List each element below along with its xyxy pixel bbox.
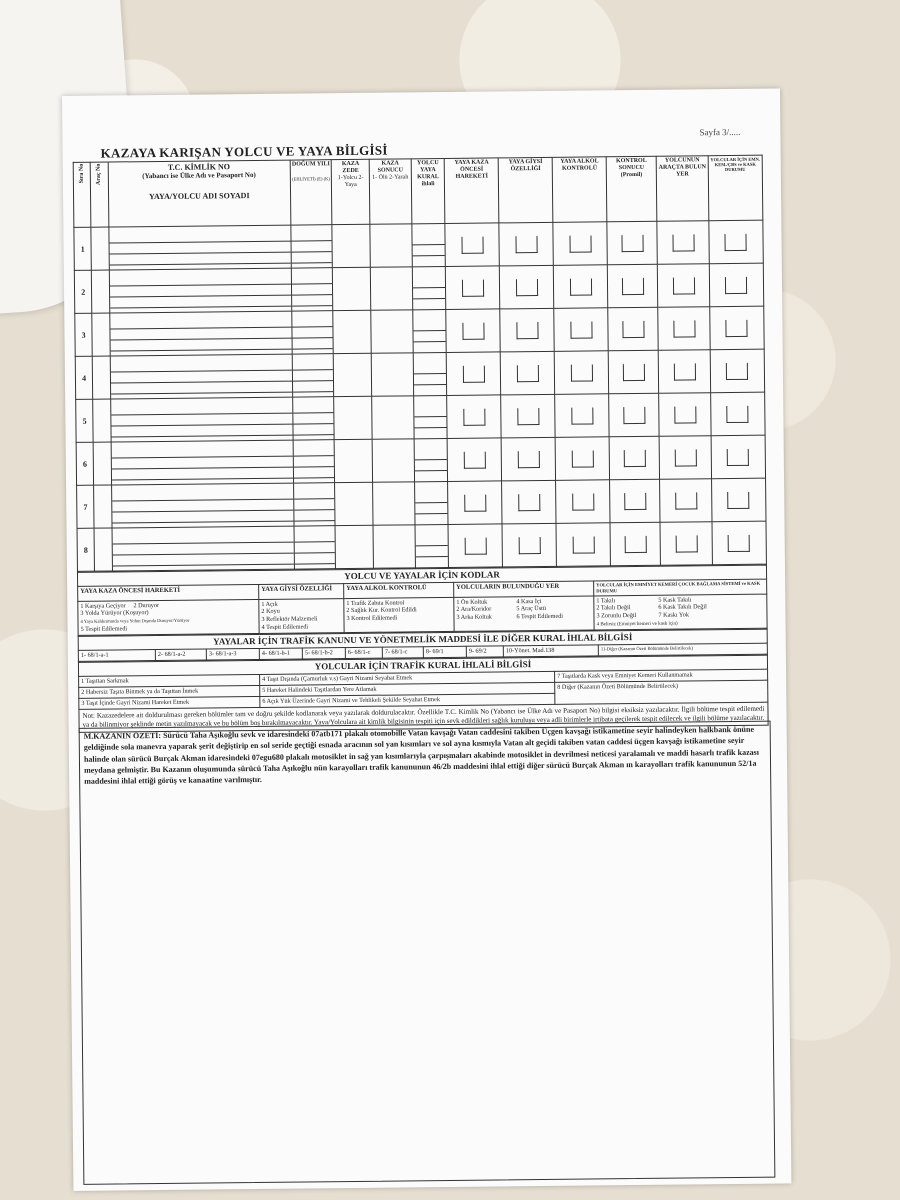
- codes-table: [77, 565, 768, 636]
- kazazede-cell[interactable]: [335, 439, 373, 482]
- arac-no-cell[interactable]: [92, 270, 110, 313]
- name-cell[interactable]: [111, 440, 294, 485]
- code-box-cell[interactable]: [447, 352, 501, 396]
- kaza-sonucu-cell[interactable]: [372, 396, 414, 439]
- code-box-cell[interactable]: [448, 524, 502, 568]
- form-body: [73, 155, 769, 733]
- kural-cell[interactable]: [413, 309, 447, 352]
- yolcu-ihlal-5: 5 Hareket Halindeki Taşıtlardan Yere Atlamak: [260, 683, 555, 697]
- arac-no-cell[interactable]: [94, 528, 112, 571]
- yolcu-ihlal-title: YOLCULAR İÇİN TRAFİK KURAL İHLALİ BİLGİSİ: [78, 655, 767, 676]
- table-row: [77, 521, 766, 571]
- kaza-sonucu-cell[interactable]: [372, 439, 414, 482]
- arac-no-cell[interactable]: [93, 356, 111, 399]
- col-arac-no: Araç No: [90, 162, 108, 227]
- emniyet-codes-header: YOLCULAR İÇİN EMNİYET KEMERİ ÇOCUK BAĞLAMA SİSTEMİ ve KASK DURUMU: [594, 579, 767, 595]
- row-number: 1: [74, 227, 92, 270]
- yaya-ihlal-2: 2- 68/1-a-2: [155, 649, 206, 660]
- dogum-cell[interactable]: [291, 225, 333, 268]
- row-number: 7: [77, 485, 95, 528]
- row-number: 5: [76, 399, 94, 442]
- col-kaza-sonucu: KAZA SONUCU 1- Ölü 2-Yaralı: [369, 159, 411, 224]
- yaya-ihlal-6: 6- 68/1-c: [345, 648, 382, 659]
- accident-summary: M.KAZANIN ÖZETİ: Sürücü Taha Aşıkoğlu sevk ve idaresindeki 07atb171 plakalı otomobille Vatan kavşağı Vatan caddesini takiben Üçgen kavşağı istikametine seyir halindeyken halkbank önüne geldiğinde sola manevra yaparak şerit değiştirip en sol seride geçtiği esnada aracının sol yan kısımları ve sol ayna kısmıyla Vatan alt geçidi takiben vatan caddesi üçgen kavşağı istikametine seyir halinde olan sürücü Burçak Akman idaresindeki 07egu680 plakalı motosiklet in sağ yan kısımlarıyla çarpışmaları akabinde motosiklet in devrilmesi neticesi yaralamalı ve maddi hasarlı trafik kazası meydana gelmiştir. Bu Kazanın oluşumunda sürücü Taha Aşıkoğlu nün karayolları trafik kanununun 46/2b maddesini ihlal ettiği diğer sürücü Burçak Akman ın karayolları trafik kanununun 52/1a maddesini ihlal ettiği görüş ve kanaatine varılmıştır.: [83, 724, 759, 787]
- yaya-ihlal-7: 7- 68/1-c: [382, 647, 423, 658]
- code-box-cell[interactable]: [448, 481, 502, 525]
- yaya-ihlal-5: 5- 68/1-b-2: [302, 648, 345, 659]
- dogum-cell[interactable]: [292, 354, 334, 397]
- dogum-cell[interactable]: [294, 526, 336, 569]
- kaza-sonucu-cell[interactable]: [370, 267, 412, 310]
- code-box-cell[interactable]: [556, 523, 610, 567]
- code-box-cell[interactable]: [553, 222, 607, 266]
- yolcu-ihlal-3: 3 Taşıt İçinde Gayri Nizami Hareket Etmek: [79, 696, 260, 709]
- code-box-cell[interactable]: [712, 521, 766, 565]
- code-box-cell[interactable]: [448, 438, 502, 482]
- code-box-cell[interactable]: [657, 264, 709, 308]
- code-box-cell[interactable]: [658, 350, 710, 394]
- name-cell[interactable]: [109, 268, 292, 313]
- col-sira-no: Sıra No: [73, 162, 91, 227]
- arac-no-cell[interactable]: [94, 485, 112, 528]
- code-box-cell[interactable]: [447, 395, 501, 439]
- kural-cell[interactable]: [414, 481, 448, 524]
- table-row: [74, 263, 763, 313]
- yaya-ihlal-1: 1- 68/1-a-1: [78, 650, 155, 662]
- code-box-cell[interactable]: [501, 394, 555, 438]
- arac-no-cell[interactable]: [93, 442, 111, 485]
- yaya-ihlal-8: 8- 69/1: [423, 647, 466, 658]
- dogum-cell[interactable]: [293, 440, 335, 483]
- code-box-cell[interactable]: [709, 263, 763, 307]
- name-cell[interactable]: [109, 311, 292, 356]
- form-note: Not: Kazazedelere ait doldurulması gereken bölümler tam ve doğru şekilde kodlanarak veya yazılarak doldurulacaktır. Özellikle T.C. Kimlik No (Yabancı ise Ülke Adı ve Pasaport No) bilgisi eksiksiz yazılacaktır. İlgili bölüme tespit edilemedi ya da bilinmiyor şeklinde metin yazılmayacak ve bu bölüm boş bırakılmayacaktır. Yaya/Yolculara ait kimlik bilgisinin tespiti için sevk edildikleri sağlık kuruluşu veya adli birimlerle irtibata geçilerek tespit edilecek ve ilgili bölüme yazılacaktır.: [78, 702, 768, 732]
- code-box-cell[interactable]: [711, 392, 765, 436]
- yaya-ihlal-9: 9- 69/2: [466, 646, 503, 657]
- code-box-cell[interactable]: [710, 349, 764, 393]
- code-box-cell[interactable]: [556, 480, 610, 524]
- row-number: 4: [75, 356, 93, 399]
- yaya-ihlal-4: 4- 68/1-b-1: [259, 648, 302, 659]
- yolcu-ihlal-7: 7 Taşıtlarda Kask veya Emniyet Kemeri Kullanmamak: [555, 670, 768, 683]
- kural-cell[interactable]: [415, 524, 449, 567]
- yaya-ihlal-11: 11-Diğer (Kazanın Özeti Bölümünde Belirtilecek): [598, 644, 767, 657]
- code-box-cell[interactable]: [501, 351, 555, 395]
- code-box-cell[interactable]: [610, 522, 660, 566]
- kaza-sonucu-cell[interactable]: [370, 224, 412, 267]
- codes-title: YOLCU VE YAYALAR İÇİN KODLAR: [77, 565, 766, 586]
- code-box-cell[interactable]: [554, 351, 608, 395]
- kazazede-cell[interactable]: [333, 267, 371, 310]
- col-tc-name: T.C. KİMLİK NO (Yabancı ise Ülke Adı ve Pasaport No) YAYA/YOLCU ADI SOYADI: [108, 160, 291, 227]
- code-box-cell[interactable]: [609, 436, 659, 480]
- kazazede-cell[interactable]: [334, 396, 372, 439]
- name-cell[interactable]: [112, 526, 295, 571]
- yolcu-ihlal-6: 6 Açık Yük Üzerinde Gayri Nizami ve Tehlikeli Şekilde Seyahat Etmek: [260, 693, 555, 707]
- giysi-codes: 1 Açık 2 Koyu 3 Reflektör Malzemeli 4 Tespit Edilemedi: [259, 598, 344, 633]
- bulun-codes: 1 Ön Koltuk 4 Kasa İçi 2 Ara/Koridor 5 Araç Üstü 3 Arka Koltuk 6 Tespit Edilemedi: [454, 596, 594, 632]
- table-row: [74, 220, 763, 270]
- arac-no-cell[interactable]: [91, 227, 109, 270]
- code-box-cell[interactable]: [660, 522, 712, 566]
- code-box-cell[interactable]: [608, 307, 658, 351]
- dogum-cell[interactable]: [291, 268, 333, 311]
- code-box-cell[interactable]: [608, 264, 658, 308]
- code-box-cell[interactable]: [609, 393, 659, 437]
- row-number: 6: [76, 442, 94, 485]
- col-bulun: YOLCUNUN ARAÇTA BULUN YER: [656, 156, 709, 222]
- code-box-cell[interactable]: [659, 393, 711, 437]
- code-box-cell[interactable]: [608, 350, 658, 394]
- code-box-cell[interactable]: [658, 307, 710, 351]
- code-box-cell[interactable]: [657, 221, 709, 265]
- hareket-codes: 1 Karşıya Geçiyor 2 Duruyor 3 Yolda Yürüyor (Koşuyor) 4 Yaya Kaldırımında veya Yolun Dışında Duruyor/Yürüyor 5 Tespit Edilemedi: [78, 599, 259, 635]
- yolcu-ihlal-8: 8 Diğer (Kazanın Özeti Bölümünde Belirtilecek): [555, 680, 768, 704]
- name-cell[interactable]: [111, 483, 294, 528]
- kural-cell[interactable]: [414, 395, 448, 438]
- yolcu-ihlal-4: 4 Taşıt Dışında (Çamurluk v.s) Gayri Nizami Seyahat Etmek: [260, 672, 555, 686]
- dogum-cell[interactable]: [292, 397, 334, 440]
- dogum-cell[interactable]: [292, 311, 334, 354]
- code-box-cell[interactable]: [659, 436, 711, 480]
- alkol-codes: 1 Trafik Zabıta Kontrol 2 Sağlık Kur. Kontrol Edildi 3 Kontrol Edilemedi: [344, 597, 454, 633]
- code-box-cell[interactable]: [709, 220, 763, 264]
- col-kural: YOLCU YAYA KURAL ihlali: [411, 158, 445, 223]
- yolcu-ihlal-1: 1 Taşıttan Sarkmak: [79, 675, 260, 688]
- arac-no-cell[interactable]: [92, 313, 110, 356]
- row-number: 8: [77, 528, 95, 571]
- name-cell[interactable]: [110, 354, 293, 399]
- accident-summary-box: [79, 721, 776, 1185]
- code-box-cell[interactable]: [555, 437, 609, 481]
- table-row: [75, 349, 764, 399]
- table-row: [77, 478, 766, 528]
- code-box-cell[interactable]: [710, 306, 764, 350]
- form-sheet: [62, 88, 791, 1190]
- kazazede-cell[interactable]: [334, 353, 372, 396]
- col-alkol: YAYA ALKOL KONTROLÜ: [552, 157, 607, 223]
- hareket-codes-header: YAYA KAZA ÖNCESİ HAREKETİ: [78, 585, 259, 601]
- col-dogum: DOĞUM YILI (EHLİYETİ) (E) (K): [290, 160, 332, 225]
- arac-no-cell[interactable]: [93, 399, 111, 442]
- col-kazazede: KAZA ZEDE 1-Yolcu 2-Yaya: [332, 159, 370, 224]
- kural-cell[interactable]: [414, 438, 448, 481]
- yaya-ihlal-3: 3- 68/1-a-3: [206, 649, 259, 660]
- name-cell[interactable]: [110, 397, 293, 442]
- kaza-sonucu-cell[interactable]: [371, 310, 413, 353]
- code-box-cell[interactable]: [555, 394, 609, 438]
- kazazede-cell[interactable]: [333, 310, 371, 353]
- code-box-cell[interactable]: [712, 478, 766, 522]
- row-number: 3: [75, 313, 93, 356]
- col-giysi: YAYA GİYSİ ÖZELLİĞİ: [499, 157, 554, 223]
- page-label: Sayfa 3/.....: [699, 126, 741, 138]
- emniyet-codes: 1 Takılı 5 Kask Takılı 2 Takılı Değil 6 Kask Takılı Değil 3 Zorunlu Değil 7 Kaskı Yok 4 Belirsiz (Emniyet kemeri ve kask için): [594, 594, 767, 630]
- code-box-cell[interactable]: [711, 435, 765, 479]
- code-box-cell[interactable]: [502, 480, 556, 524]
- col-hareket: YAYA KAZA ÖNCESİ HAREKETİ: [445, 158, 500, 224]
- bulun-codes-header: YOLCULARIN BULUNDUĞU YER: [454, 581, 594, 597]
- code-box-cell[interactable]: [502, 523, 556, 567]
- code-box-cell[interactable]: [607, 221, 657, 265]
- code-box-cell[interactable]: [500, 265, 554, 309]
- table-row: [76, 435, 765, 485]
- giysi-codes-header: YAYA GİYSİ ÖZELLİĞİ: [259, 584, 344, 599]
- code-box-cell[interactable]: [446, 266, 500, 310]
- col-emniyet: YOLCULAR İÇİN EMN. KEM./ÇBS ve KASK DURUMU: [708, 155, 763, 221]
- code-box-cell[interactable]: [660, 479, 712, 523]
- table-row: [76, 392, 765, 442]
- kazazede-cell[interactable]: [332, 224, 370, 267]
- yolcu-ihlal-table: [78, 655, 768, 710]
- code-box-cell[interactable]: [500, 308, 554, 352]
- kazazede-cell[interactable]: [335, 482, 373, 525]
- yolcu-ihlal-2: 2 Habersiz Taşıta Binmek ya da Taşıttan İnmek: [79, 686, 260, 699]
- kural-cell[interactable]: [412, 223, 446, 266]
- kazazede-cell[interactable]: [335, 525, 373, 568]
- code-box-cell[interactable]: [554, 308, 608, 352]
- code-box-cell[interactable]: [499, 222, 553, 266]
- row-number: 2: [74, 270, 92, 313]
- code-box-cell[interactable]: [610, 479, 660, 523]
- yaya-ihlal-10: 10-Yönet. Mad.138: [503, 645, 598, 657]
- kaza-sonucu-cell[interactable]: [373, 525, 415, 568]
- yaya-ihlal-title: YAYALAR İÇİN TRAFİK KANUNU VE YÖNETMELİK MADDESİ İLE DİĞER KURAL İHLAL BİLGİSİ: [78, 629, 767, 650]
- kural-cell[interactable]: [413, 352, 447, 395]
- kaza-sonucu-cell[interactable]: [373, 482, 415, 525]
- col-kontrol: KONTROL SONUCU (Promil): [606, 156, 657, 222]
- kural-cell[interactable]: [412, 266, 446, 309]
- name-cell[interactable]: [108, 225, 291, 270]
- alkol-codes-header: YAYA ALKOL KONTROLÜ: [344, 583, 454, 599]
- passenger-table: [73, 155, 767, 572]
- dogum-cell[interactable]: [293, 483, 335, 526]
- code-box-cell[interactable]: [445, 223, 499, 267]
- table-row: [75, 306, 764, 356]
- kaza-sonucu-cell[interactable]: [371, 353, 413, 396]
- code-box-cell[interactable]: [501, 437, 555, 481]
- code-box-cell[interactable]: [446, 309, 500, 353]
- form-title: KAZAYA KARIŞAN YOLCU VE YAYA BİLGİSİ: [100, 142, 388, 161]
- code-box-cell[interactable]: [554, 265, 608, 309]
